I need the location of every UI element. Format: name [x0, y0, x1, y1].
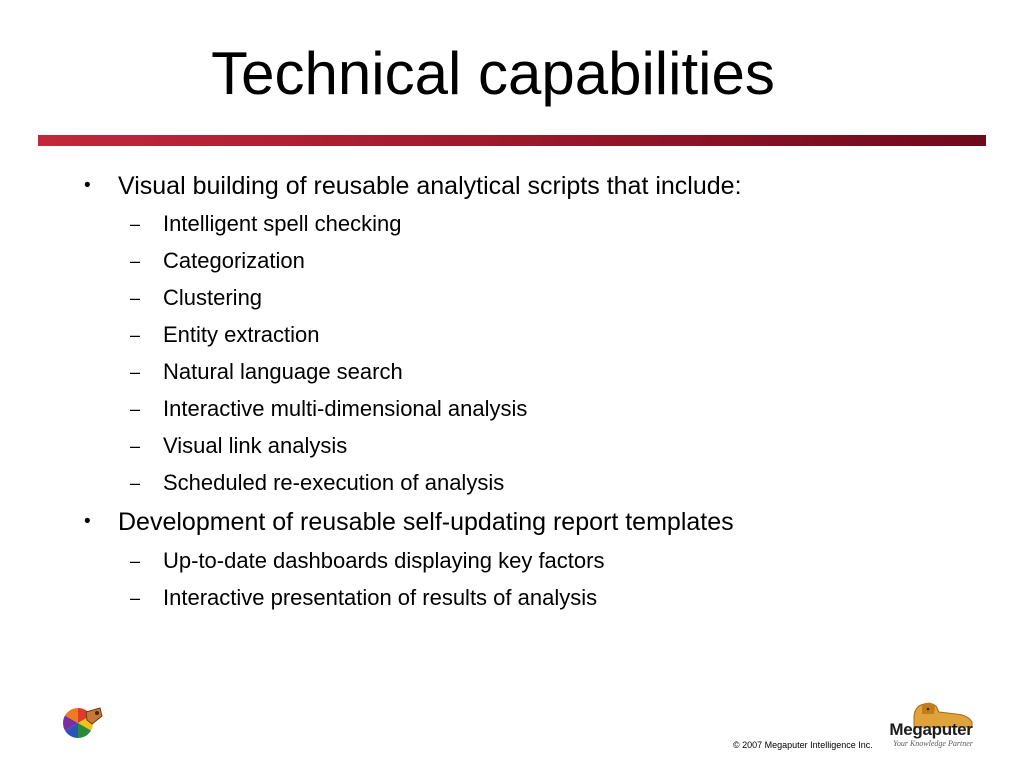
dash-marker: –	[130, 551, 141, 571]
copyright-text: © 2007 Megaputer Intelligence Inc.	[733, 740, 873, 750]
sub-bullet-item	[130, 322, 320, 348]
dash-marker: –	[130, 362, 141, 382]
sub-bullet-text: Categorization	[163, 248, 305, 273]
slide-title: Technical capabilities	[211, 40, 775, 107]
bullet-item	[84, 171, 742, 201]
sub-bullet-item	[130, 248, 305, 274]
sub-bullet-text: Clustering	[163, 285, 263, 310]
dash-marker: –	[130, 214, 141, 234]
pie-puzzle-logo	[56, 702, 106, 742]
title-divider	[38, 135, 986, 146]
bullet-item	[84, 507, 734, 537]
sub-bullet-text: Interactive multi-dimensional analysis	[163, 396, 528, 421]
sub-bullet-text: Entity extraction	[163, 322, 320, 347]
sub-bullet-text: Intelligent spell checking	[163, 211, 402, 236]
sub-bullet-item	[130, 285, 263, 311]
bullet-text: Development of reusable self-updating report templates	[118, 508, 734, 536]
sub-bullet-item	[130, 470, 505, 496]
dash-marker: –	[130, 251, 141, 271]
bullet-dot: •	[84, 511, 91, 532]
dash-marker: –	[130, 436, 141, 456]
brand-tagline: Your Knowledge Partner	[893, 739, 973, 748]
dash-marker: –	[130, 288, 141, 308]
dash-marker: –	[130, 588, 141, 608]
sub-bullet-text: Visual link analysis	[163, 433, 348, 458]
sub-bullet-item	[130, 359, 403, 385]
sub-bullet-item	[130, 396, 528, 422]
sub-bullet-text: Natural language search	[163, 359, 403, 384]
dash-marker: –	[130, 473, 141, 493]
sub-bullet-text: Interactive presentation of results of analysis	[163, 585, 598, 610]
brand-name: Megaputer	[889, 720, 973, 739]
sub-bullet-text: Up-to-date dashboards displaying key factors	[163, 548, 605, 573]
bullet-dot: •	[84, 175, 91, 196]
sub-bullet-item	[130, 548, 605, 574]
sub-bullet-text: Scheduled re-execution of analysis	[163, 470, 505, 495]
sub-bullet-item	[130, 211, 402, 237]
sub-bullet-item	[130, 433, 348, 459]
bullet-text: Visual building of reusable analytical scripts that include:	[118, 172, 742, 200]
dash-marker: –	[130, 325, 141, 345]
megaputer-logo	[884, 698, 976, 754]
sub-bullet-item	[130, 585, 598, 611]
dash-marker: –	[130, 399, 141, 419]
